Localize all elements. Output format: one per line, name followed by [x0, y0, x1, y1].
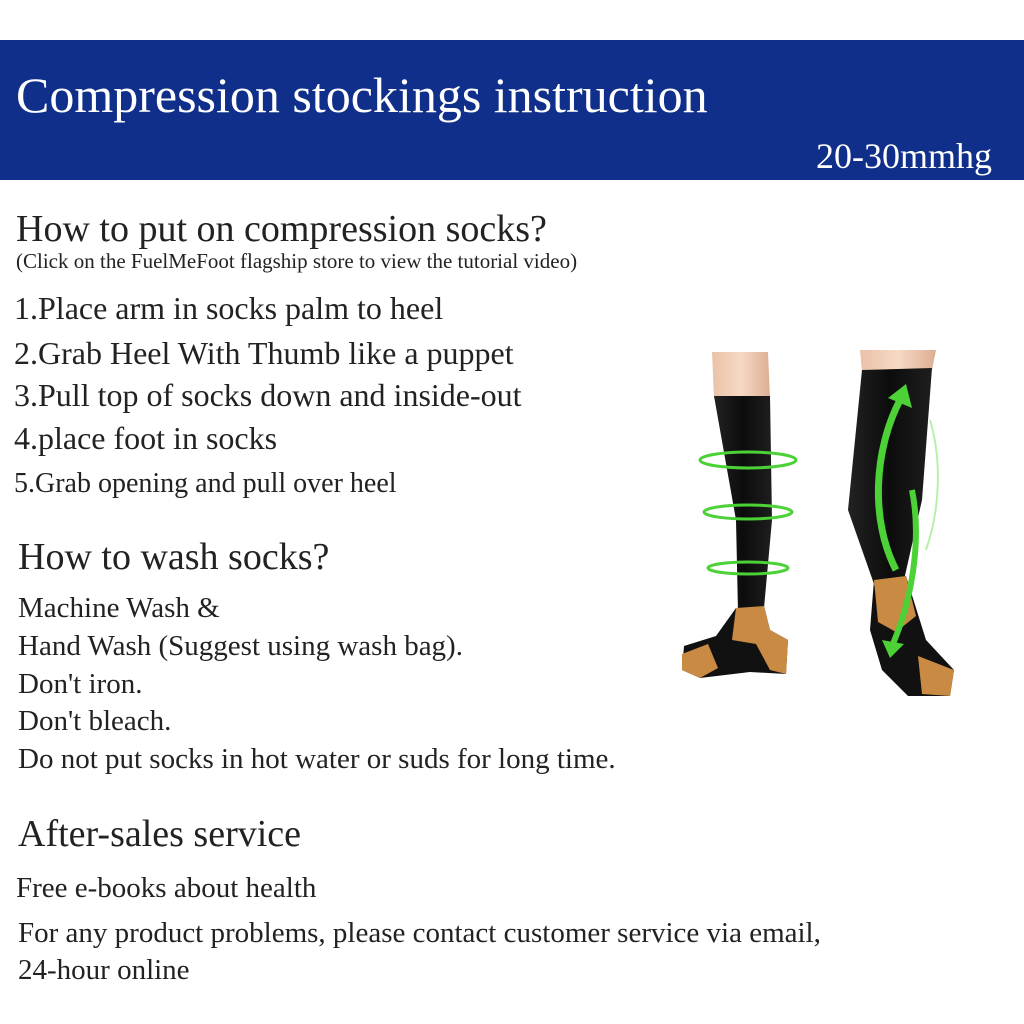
tutorial-video-note: (Click on the FuelMeFoot flagship store to view the tutorial video): [16, 249, 578, 273]
compression-socks-illustration: [660, 340, 990, 710]
page-title: Compression stockings instruction: [16, 67, 708, 123]
wash-line-1: Machine Wash &: [18, 592, 220, 624]
put-on-heading: How to put on compression socks?: [16, 208, 547, 250]
left-leg: [682, 352, 788, 678]
wash-heading: How to wash socks?: [18, 536, 330, 578]
title-banner: [0, 40, 1024, 180]
after-sales-heading: After-sales service: [18, 813, 302, 855]
put-on-step-4: 4.place foot in socks: [14, 420, 278, 456]
wash-line-3: Don't iron.: [18, 668, 143, 700]
pressure-rating: 20-30mmhg: [816, 136, 992, 176]
wash-line-4: Don't bleach.: [18, 705, 172, 737]
put-on-step-2: 2.Grab Heel With Thumb like a puppet: [14, 335, 514, 371]
put-on-step-3: 3.Pull top of socks down and inside-out: [14, 377, 522, 413]
wash-line-2: Hand Wash (Suggest using wash bag).: [18, 630, 463, 662]
after-sales-line-1: Free e-books about health: [16, 872, 317, 904]
put-on-step-1: 1.Place arm in socks palm to heel: [14, 290, 444, 326]
after-sales-line-3: 24-hour online: [18, 954, 190, 986]
wash-line-5: Do not put socks in hot water or suds for long time.: [18, 743, 616, 775]
put-on-step-5: 5.Grab opening and pull over heel: [14, 468, 397, 499]
after-sales-line-2: For any product problems, please contact customer service via email,: [18, 917, 821, 949]
